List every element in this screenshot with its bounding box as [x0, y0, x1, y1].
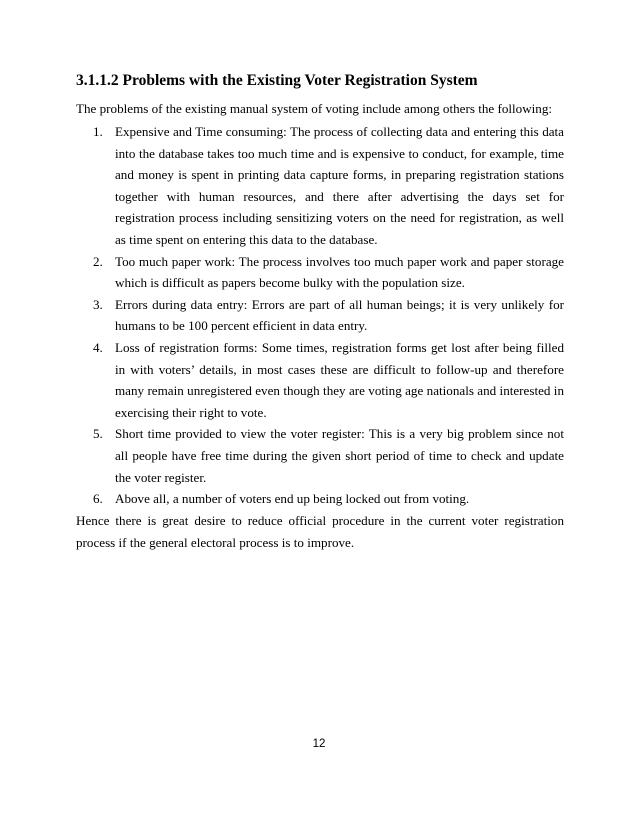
list-item-number: 2.: [93, 253, 103, 269]
list-item-text: Too much paper work: The process involves too much paper work and paper storage which is difficult as papers become bulky with the population size.: [115, 253, 564, 291]
list-item-text: Expensive and Time consuming: The process of collecting data and entering this data into the database takes too much time and is expensive to conduct, for example, time and money is spent in printing data capture forms, in preparing registration stations together with human resources, and there after advertising the days set for registration process including sensitizing voters on the need for registration, as well as time spent on entering this data to the database.: [115, 124, 564, 247]
list-item-text: Loss of registration forms: Some times, registration forms get lost after being filled in with voters’ details, in most cases these are difficult to follow-up and therefore many remain unregistered even though they are voting age nationals and interested in exercising their right to vote.: [115, 339, 564, 420]
page-number: 12: [312, 738, 326, 750]
list-item: [76, 488, 564, 510]
closing-paragraph: Hence there is great desire to reduce official procedure in the current voter registration process if the general electoral process is to improve.: [76, 513, 564, 550]
list-item-text: Above all, a number of voters end up being locked out from voting.: [115, 491, 470, 507]
list-item: [76, 294, 564, 337]
list-item-number: 5.: [93, 426, 103, 442]
list-item-number: 3.: [93, 296, 103, 312]
list-item: [76, 121, 564, 251]
intro-paragraph: The problems of the existing manual system of voting include among others the following:: [76, 101, 553, 116]
list-item: [76, 251, 564, 294]
list-item-number: 6.: [93, 491, 103, 507]
list-item-text: Errors during data entry: Errors are part of all human beings; it is very unlikely for humans to be 100 percent efficient in data entry.: [115, 296, 564, 334]
list-item-number: 1.: [93, 124, 103, 139]
problems-list: [76, 121, 564, 510]
list-item: [76, 337, 564, 423]
list-item: [76, 423, 564, 488]
section-heading: 3.1.1.2 Problems with the Existing Voter Registration System: [76, 72, 478, 89]
list-item-number: 4.: [93, 339, 103, 355]
list-item-text: Short time provided to view the voter register: This is a very big problem since not all people have free time during the given short period of time to check and update the voter register.: [115, 426, 564, 485]
